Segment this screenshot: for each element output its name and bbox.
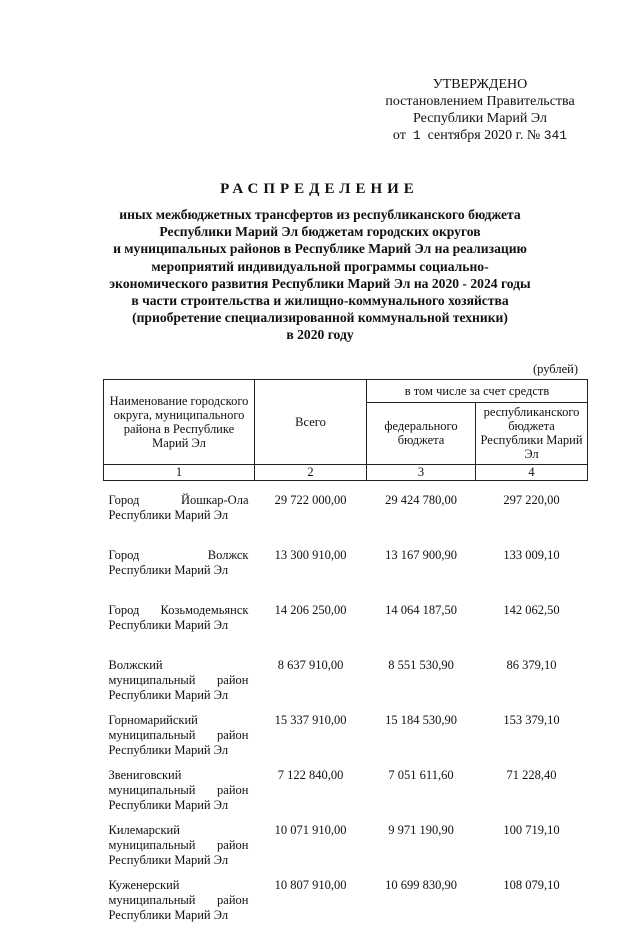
table-row — [104, 819, 588, 874]
row-total: 14 206 250,00 — [274, 603, 347, 617]
row-name: Волжский муниципальный район Республики Марий Эл — [108, 658, 249, 702]
subtitle-line: экономического развития Республики Марий Эл на 2020 - 2024 годы — [109, 275, 531, 291]
row-republican: 100 719,10 — [503, 823, 560, 837]
subtitle-line: мероприятий индивидуальной программы социально- — [151, 258, 489, 274]
row-federal: 29 424 780,00 — [385, 493, 457, 507]
approved-heading: УТВЕРЖДЕНО — [432, 77, 528, 92]
subtitle-line: Республики Марий Эл бюджетам городских округов — [159, 224, 481, 240]
row-federal: 14 064 187,50 — [385, 603, 457, 617]
document-subtitle — [80, 206, 560, 344]
column-number: 4 — [476, 465, 588, 481]
table-row — [104, 874, 588, 929]
row-total: 10 071 910,00 — [274, 823, 347, 837]
header-total: Всего — [255, 380, 367, 465]
row-name: Куженерский муниципальный район Республики Марий Эл — [108, 878, 249, 922]
row-total: 29 722 000,00 — [274, 493, 347, 507]
row-republican: 297 220,00 — [503, 493, 560, 507]
subtitle-line: (приобретение специализированной коммунальной техники) — [132, 310, 508, 326]
table-row — [104, 654, 588, 709]
approval-decree: постановлением Правительства — [385, 94, 575, 109]
distribution-table — [103, 379, 588, 929]
table-row — [104, 544, 588, 599]
row-republican: 71 228,40 — [506, 768, 557, 782]
approval-block — [330, 76, 630, 144]
row-republican: 142 062,50 — [503, 603, 560, 617]
column-number: 1 — [104, 465, 255, 481]
row-name: Килемарский муниципальный район Республики Марий Эл — [108, 823, 249, 867]
row-total: 10 807 910,00 — [274, 878, 347, 892]
date-day: 1 — [412, 128, 421, 143]
row-total: 7 122 840,00 — [277, 768, 344, 782]
row-federal: 15 184 530,90 — [385, 713, 457, 727]
header-name: Наименование городского округа, муниципального района в Республике Марий Эл — [104, 380, 255, 465]
row-total: 15 337 910,00 — [274, 713, 347, 727]
row-name: Город Йошкар-Ола Республики Марий Эл — [108, 493, 249, 522]
decree-number: 341 — [543, 128, 568, 143]
date-prefix: от — [392, 128, 406, 143]
approval-date — [330, 127, 630, 144]
row-name: Город Козьмодемьянск Республики Марий Эл — [108, 603, 249, 632]
table-row — [104, 709, 588, 764]
row-republican: 86 379,10 — [506, 658, 557, 672]
subtitle-line: иных межбюджетных трансфертов из республиканского бюджета — [119, 207, 521, 222]
table-row — [104, 764, 588, 819]
header-republican: республиканского бюджета Республики Марий Эл — [476, 402, 588, 464]
row-federal: 8 551 530,90 — [388, 658, 454, 672]
row-republican: 133 009,10 — [503, 548, 560, 562]
row-federal: 9 971 190,90 — [388, 823, 454, 837]
header-including: в том числе за счет средств — [367, 380, 588, 403]
row-name: Город Волжск Республики Марий Эл — [108, 548, 249, 577]
row-republican: 108 079,10 — [503, 878, 560, 892]
units-label: (рублей) — [532, 362, 578, 376]
column-number: 3 — [367, 465, 476, 481]
table-row — [104, 481, 588, 545]
row-federal: 7 051 611,60 — [388, 768, 454, 782]
subtitle-line: и муниципальных районов в Республике Марий Эл на реализацию — [113, 241, 527, 257]
approval-republic: Республики Марий Эл — [413, 111, 547, 126]
row-name: Звениговский муниципальный район Республики Марий Эл — [108, 768, 249, 812]
subtitle-line: в 2020 году — [286, 327, 354, 343]
subtitle-line: в части строительства и жилищно-коммунального хозяйства — [131, 293, 509, 309]
header-federal: федерального бюджета — [367, 402, 476, 464]
row-federal: 10 699 830,90 — [385, 878, 457, 892]
column-number: 2 — [255, 465, 367, 481]
row-total: 13 300 910,00 — [274, 548, 347, 562]
table-row — [104, 599, 588, 654]
row-republican: 153 379,10 — [503, 713, 560, 727]
row-total: 8 637 910,00 — [277, 658, 344, 672]
document-title: РАСПРЕДЕЛЕНИЕ — [220, 181, 419, 197]
row-federal: 13 167 900,90 — [385, 548, 457, 562]
row-name: Горномарийский муниципальный район Республики Марий Эл — [108, 713, 249, 757]
date-rest: сентября 2020 г. № — [427, 128, 541, 143]
